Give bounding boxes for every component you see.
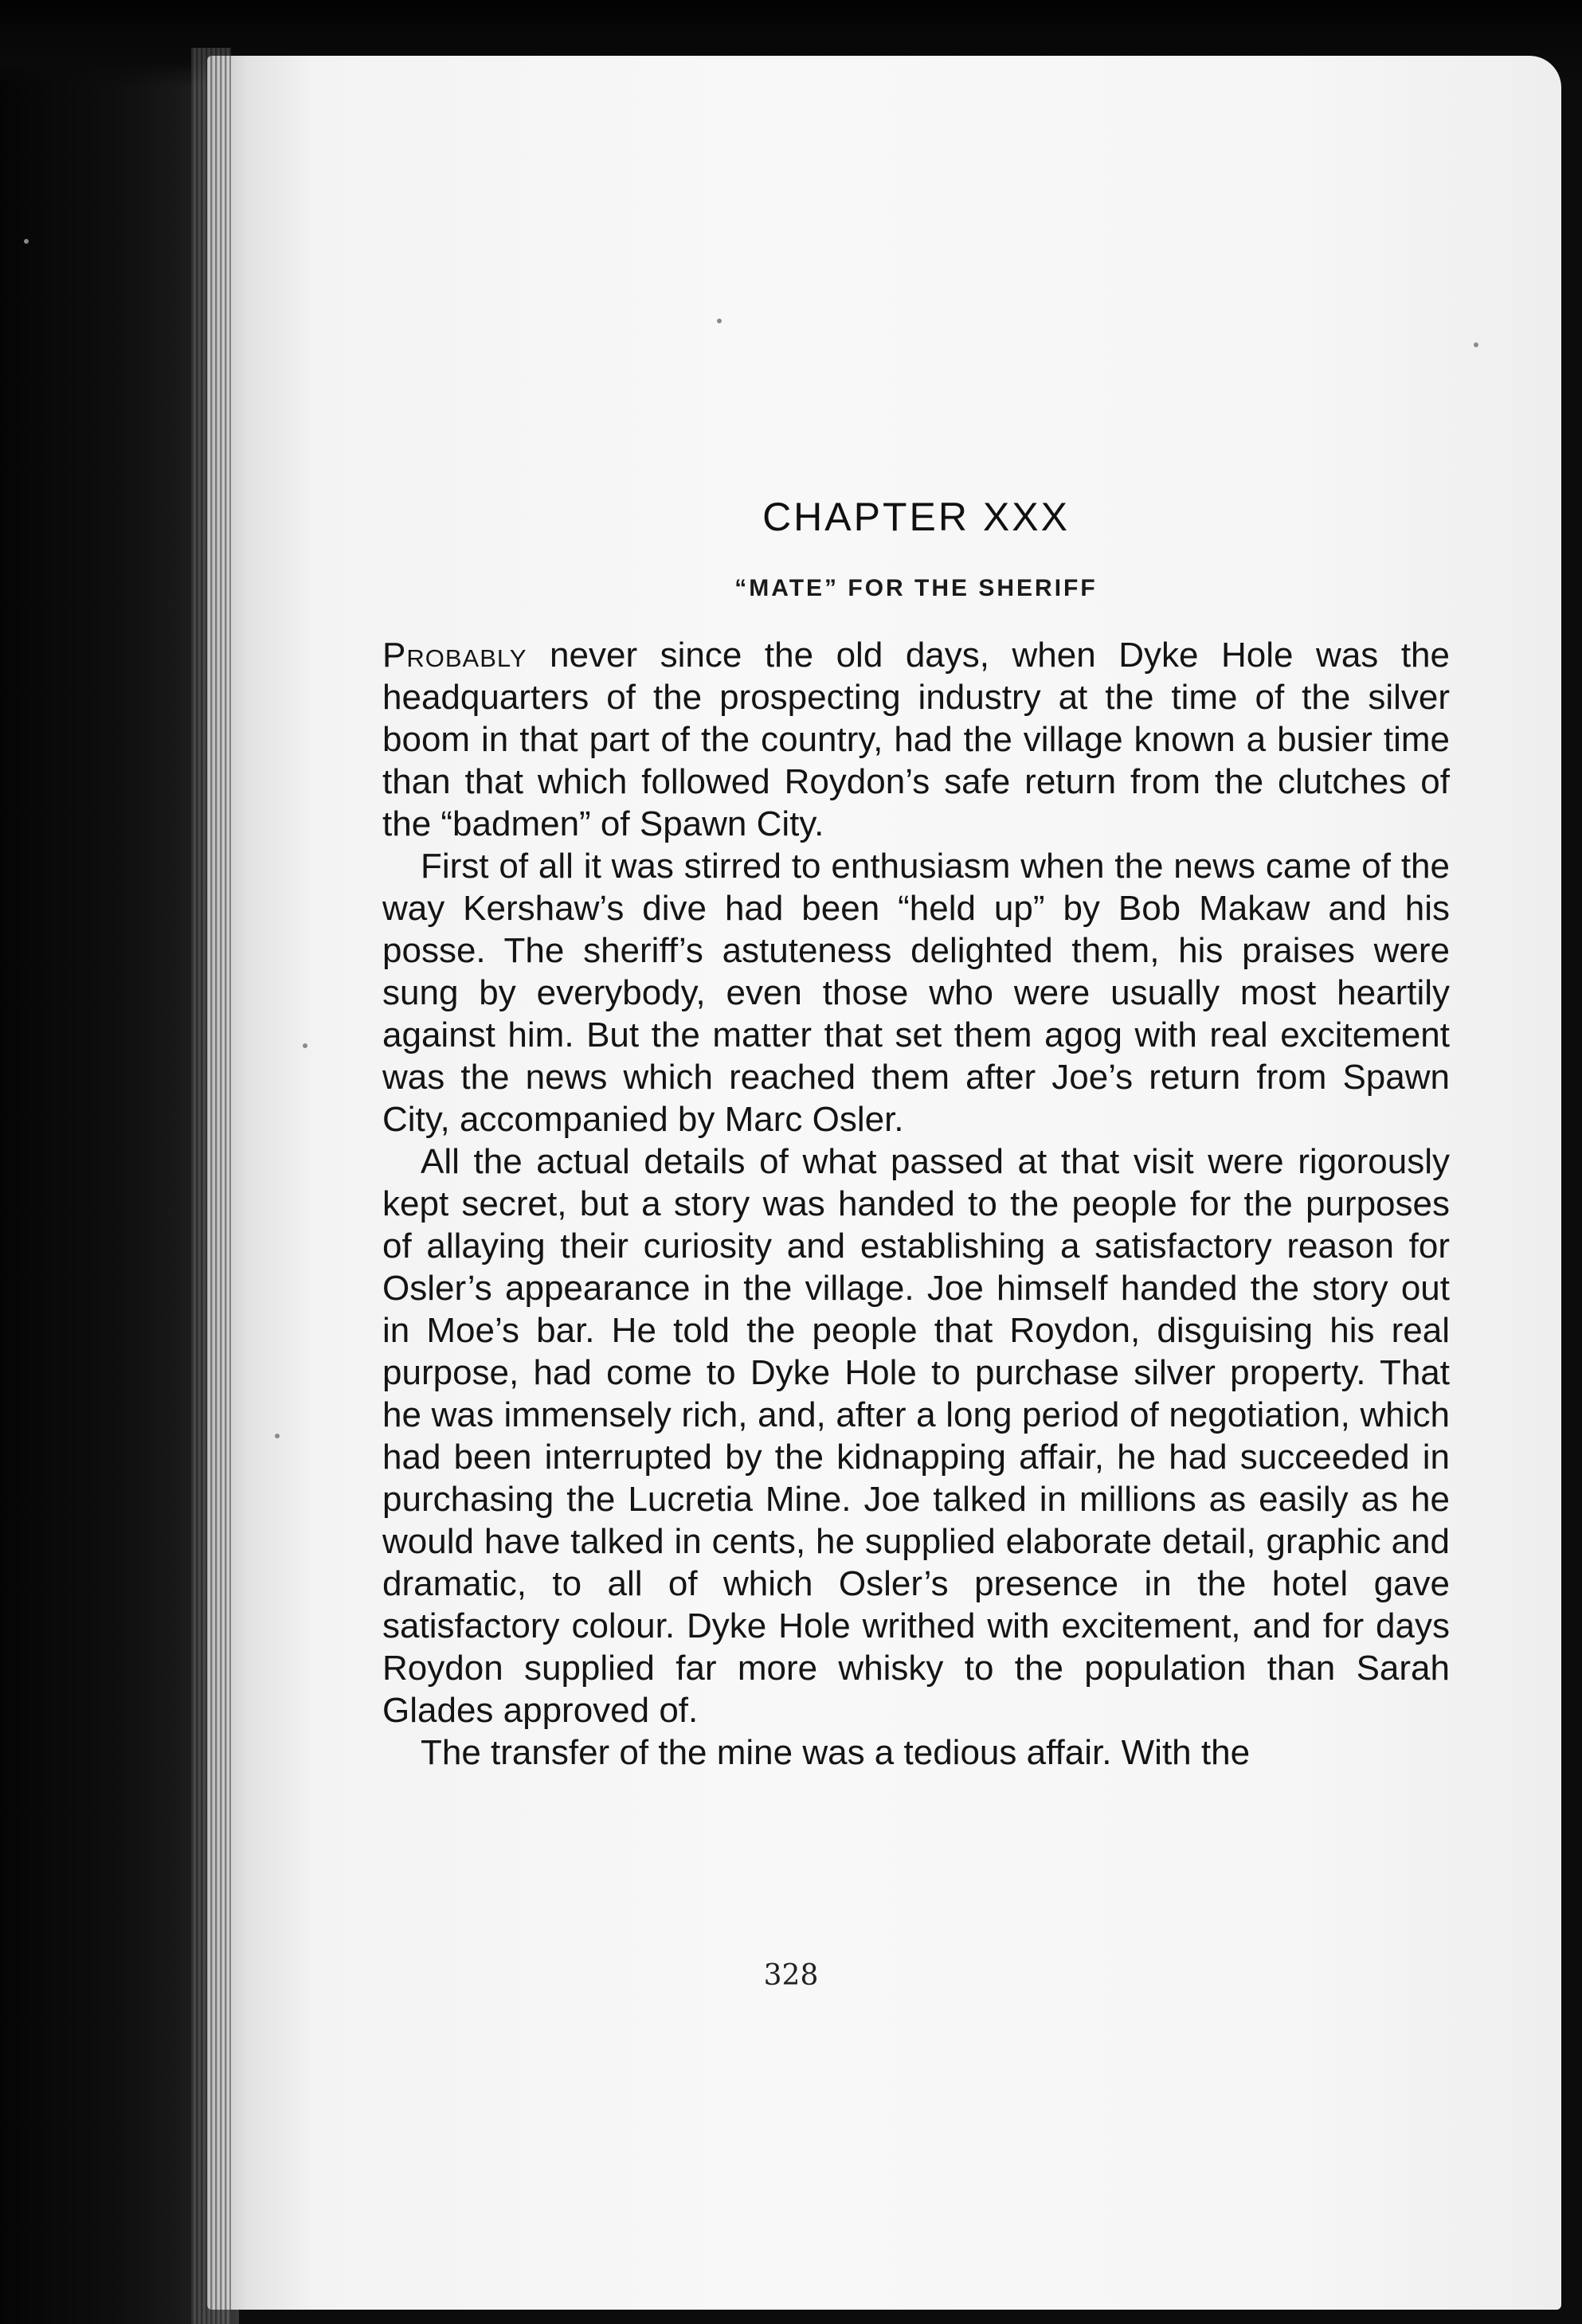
dust-speck [717, 319, 722, 323]
dust-speck [1474, 342, 1478, 347]
chapter-subtitle: “MATE” FOR THE SHERIFF [734, 575, 1098, 601]
paragraph-1 [382, 634, 1450, 845]
page-text [382, 494, 1450, 1774]
paragraph-3: All the actual details of what passed at that visit were rigorously kept secret, but a story was handed to the people for the purposes of allaying their curiosity and establishing a satisfactory reason for Osler’s appearance in the village. Joe himself handed the story out in Moe’s bar. He told the people that Roydon, disguising his real purpose, had come to Dyke Hole to purchase silver property. That he was immensely rich, and, after a long period of negotiation, which had been interrupted by the kidnapping affair, he had succeeded in purchasing the Lucretia Mine. Joe talked in millions as easily as he would have talked in cents, he supplied elaborate detail, graphic and dramatic, to all of which Osler’s presence in the hotel gave satisfactory colour. Dyke Hole writhed with excitement, and for days Roydon supplied far more whisky to the population than Sarah Glades approved of. [382, 1142, 1450, 1730]
paragraph-text: never since the old days, when Dyke Hole was the headquarters of the prospecting industry at the time of the silver boom in that part of the country, had the village known a busier time than that which followed Roydon’s safe return from the clutches of the “badmen” of Spawn City. [382, 636, 1450, 843]
chapter-heading: CHAPTER XXX [762, 495, 1070, 539]
paragraph-4: The transfer of the mine was a tedious affair. With the [421, 1733, 1251, 1772]
dust-speck [24, 239, 29, 244]
paragraph-2: First of all it was stirred to enthusiasm when the news came of the way Kershaw’s dive had been “held up” by Bob Makaw and his posse. The sheriff’s astuteness delighted them, his praises were sung by everybody, even those who were usually most heartily against him. But the matter that set them agog with real excitement was the news which reached them after Joe’s return from Spawn City, accompanied by Marc Osler. [382, 847, 1450, 1139]
dust-speck [303, 1043, 307, 1048]
paragraph-lead-word: Probably [382, 636, 527, 675]
dust-speck [275, 1434, 280, 1438]
page-number: 328 [763, 1959, 819, 1992]
